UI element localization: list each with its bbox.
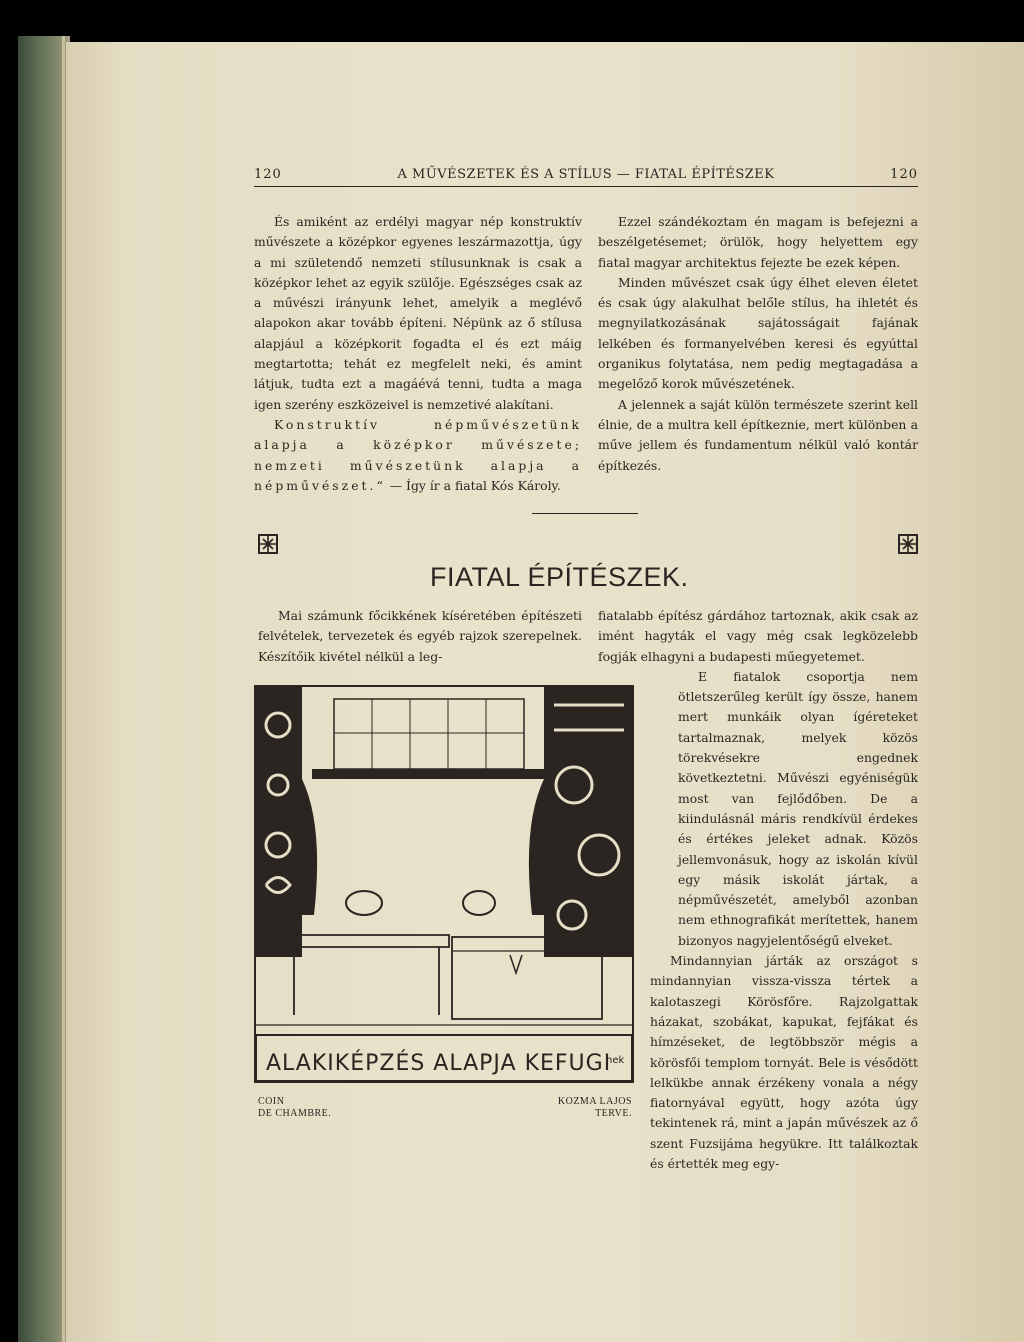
interior-illustration (254, 685, 634, 1083)
top-right-column (598, 212, 918, 476)
section-divider (532, 513, 638, 514)
paragraph: Ezzel szándékoztam én magam is befejezni a beszélgetésemet; örülök, hogy helyettem egy fiatal magyar architektus fejezte be ezek képen. (598, 214, 918, 270)
caption-right: KOZMA LAJOS TERVE. (557, 1096, 632, 1119)
inscription-text: ALAKIKÉPZÉS ALAPJA KEFUGI (266, 1051, 612, 1076)
curtain-right (529, 779, 544, 915)
ornament-icon-left (258, 534, 278, 554)
paragraph: Minden művészet csak úgy élhet eleven életet és csak úgy alakulhat belőle stílus, ha ihletét és megnyilatkozásának sajátosságait fajának lelkében és formanyelvében keresi és egyúttal organikus folytatása, nem pedig megtagadása a megelőző korok művészetének. (598, 274, 918, 392)
paragraph: fiatalabb építész gárdához tartoznak, akik csak az imént hagyták el vagy még csak legközelebb fogják elhagyni a budapesti műegyetemet. (598, 608, 918, 664)
bottom-left-column (258, 606, 582, 667)
paragraph-quote (254, 415, 582, 496)
bottom-right-column (598, 606, 918, 1174)
paragraph: Mindannyian járták az országot s mindannyian vissza-vissza tértek a kalotaszegi Körösfőre. Rajzolgattak házakat, szobákat, kapukat, fejfákat és hímzéseket, de legtöbbször mégis a körösfői templom tornyát. Bele is vésődött lelkükbe annak érzékeny vonala a négy fiatornyával együtt, hogy azóta úgy tekintenek rá, mint a japán művészek az ő szent Fuzsijáma hegyükre. Itt találkoztak és értették meg egy- (650, 953, 918, 1172)
quote-attribution: — Így ír a fiatal Kós Károly. (385, 477, 561, 493)
header-rule (254, 186, 918, 187)
cushions (346, 891, 495, 915)
curtain-left (302, 779, 317, 915)
top-left-column (254, 212, 582, 496)
section-heading: FIATAL ÉPÍTÉSZEK. (430, 562, 689, 592)
page-number-right: 120 (890, 166, 918, 182)
paragraph: És amiként az erdélyi magyar nép konstruktív művészete a középkor egyenes leszármazottja, úgy a mi születendő nemzeti stílusunknak is csak a középkor lehet az egyik szülője. Egészséges csak az a művészi irányunk lehet, amelyik a meglévő alapokon akar tovább építeni. Népünk az ő stílusa alapjául a középkorit fogadta el és ezt máig megtartotta; tehát ez megfelelt neki, és amint látjuk, tudta ezt a magáévá tenni, tudta a maga igen szerény eszközeivel is nemzetivé alakítani. (254, 214, 582, 412)
spaced-quote: Konstruktív népművészetünk alapja a középkor művészete; nemzeti művészetünk alapja a népművészet.“ (254, 416, 582, 493)
paragraph: A jelennek a saját külön természete szerint kell élnie, de a multra kell építkeznie, mert különben a műve jellem és fundamentum nélkül való kontár építkezés. (598, 396, 918, 473)
window (312, 699, 552, 779)
left-ornament-panel (256, 687, 302, 957)
caption-left: COIN DE CHAMBRE. (258, 1096, 332, 1119)
artist-initials: hek (606, 1055, 625, 1066)
right-ornament-panel (544, 687, 632, 957)
ornament-icon-right (898, 534, 918, 554)
running-title: A MŰVÉSZETEK ÉS A STÍLUS — FIATAL ÉPÍTÉSZEK (397, 166, 775, 182)
running-head (254, 160, 918, 188)
page-number-left: 120 (254, 166, 282, 182)
paragraph: Mai számunk főcikkének kíséretében építészeti felvételek, tervezetek és egyéb rajzok szerepelnek. Készítőik kivétel nélkül a leg- (258, 608, 582, 664)
paragraph: E fiatalok csoportja nem ötletszerűleg került így össze, hanem mert munkáik olyan ígéreteket tartalmaznak, melyek közös törekvésekre engednek következtetni. Művészi egyéniségük most van fejlődőben. De a kiindulásnál máris rendkívül érdekes és értékes jeleket adnak. Közös jellemvonásuk, hogy az iskolán kívül egy másik iskolát jártak, a népművészetét, amelyből azonban nem ethnografikát merítettek, hanem bizonyos nagyjelentőségű elveket. (678, 668, 918, 948)
spine-edge (62, 36, 65, 1342)
